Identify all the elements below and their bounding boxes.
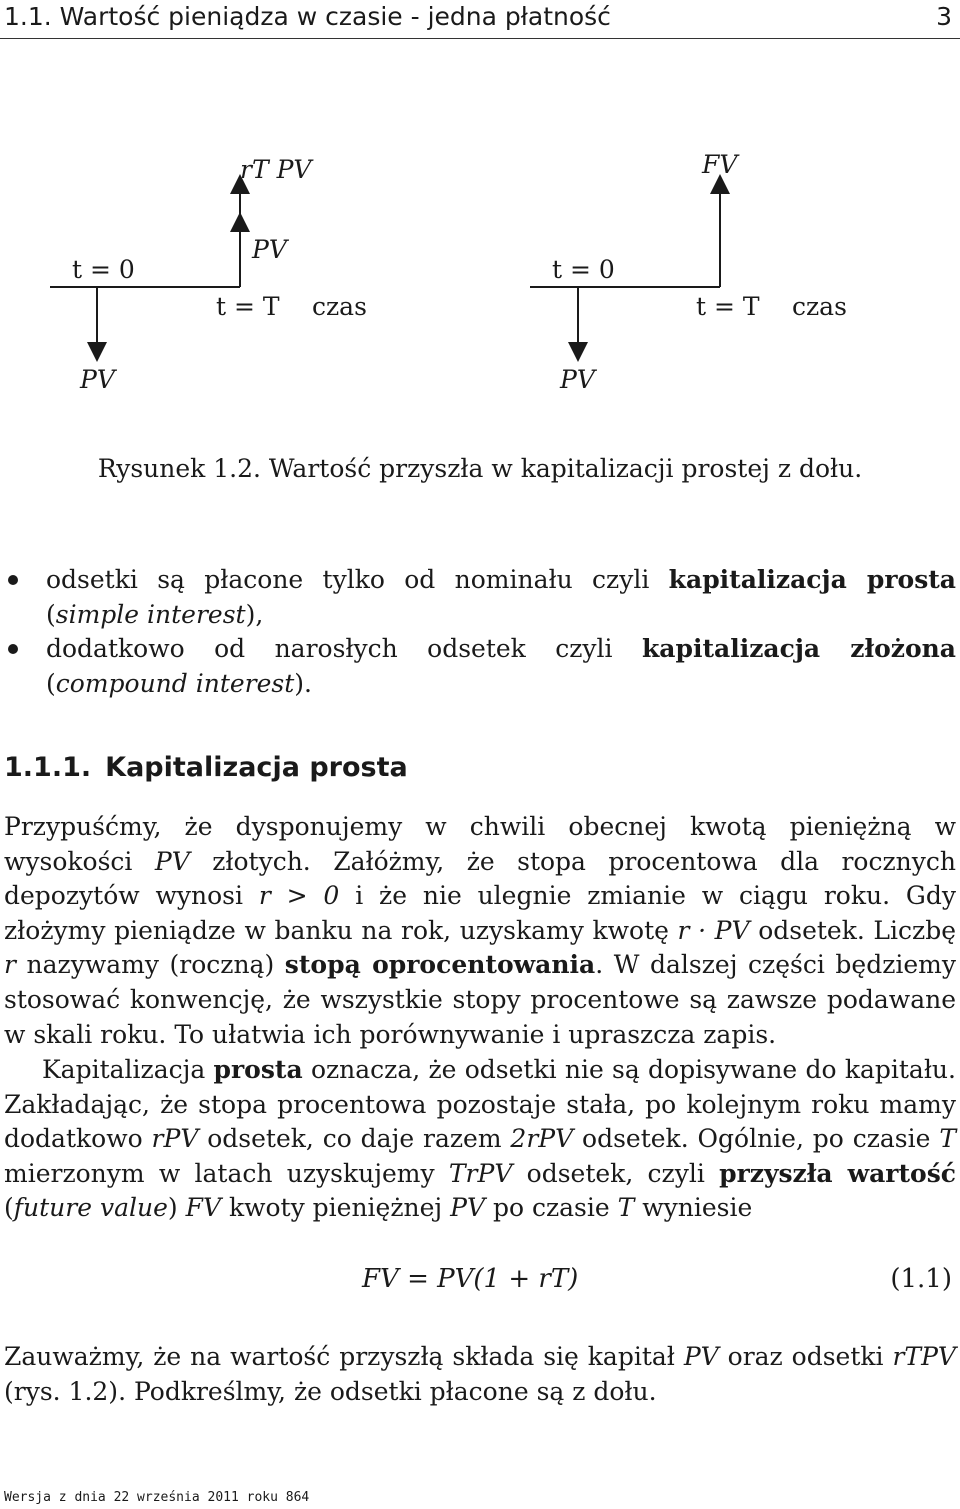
text: . W dalszej części będziemy stosować konwencję, że wszystkie stopy procentowe są zawsze podawane w skali roku. To ułatwia ich porównywanie i upraszcza zapis. <box>4 950 956 1049</box>
english-term: future value <box>13 1193 168 1223</box>
section-number: 1.1.1. <box>4 752 92 783</box>
equation-number: (1.1) <box>890 1264 952 1294</box>
left-t0-label: t = 0 <box>72 255 135 284</box>
defined-term: prosta <box>213 1055 303 1084</box>
text: i że nie ulegnie zmianie w ciągu roku. Gdy złożymy pieniądze w banku na rok, uzyskamy kwotę <box>4 881 956 945</box>
math: r · PV <box>677 915 750 945</box>
left-diagram <box>50 155 367 394</box>
text: złotych. Załóżmy, że stopa procentowa dla rocznych depozytów wynosi <box>4 846 956 911</box>
bullet-dot-icon <box>8 644 18 654</box>
text: kwoty pieniężnej <box>221 1193 451 1223</box>
equation-block <box>0 1264 960 1304</box>
defined-term: przyszła wartość <box>719 1158 956 1188</box>
left-axis-label: czas <box>312 292 367 321</box>
bullet-text: ( <box>46 599 56 629</box>
version-footer: Wersja z dnia 22 września 2011 roku 864 <box>4 1490 310 1505</box>
math: PV <box>683 1342 719 1371</box>
math: PV <box>154 846 190 876</box>
right-bottom-label: PV <box>560 365 595 394</box>
math: r > 0 <box>258 881 340 911</box>
left-bottom-label: PV <box>80 365 115 394</box>
math: FV <box>185 1193 221 1223</box>
text: Kapitalizacja <box>42 1055 214 1084</box>
header-title: 1.1. Wartość pieniądza w czasie - jedna płatność <box>4 2 611 31</box>
math: rTPV <box>892 1342 956 1371</box>
text: mierzonym w latach uzyskujemy <box>4 1158 449 1188</box>
equation-formula: FV = PV(1 + rT) <box>362 1264 579 1294</box>
left-tT-label: t = T <box>216 292 280 321</box>
math: PV <box>450 1193 486 1223</box>
right-t0-label: t = 0 <box>552 255 615 284</box>
bullet-list <box>4 563 956 701</box>
text: po czasie <box>485 1193 618 1223</box>
text: odsetek, czyli <box>512 1158 720 1188</box>
figure-caption: Rysunek 1.2. Wartość przyszła w kapitalizacji prostej z dołu. <box>97 454 863 483</box>
text: Przypuśćmy, że dysponujemy w chwili obecnej kwotą pieniężną w wysokości <box>4 812 956 876</box>
bullet-text: dodatkowo od narosłych odsetek czyli <box>46 634 642 664</box>
right-top-label: FV <box>702 150 738 179</box>
text: odsetek. Liczbę <box>749 915 956 945</box>
bullet-term: kapitalizacja złożona <box>641 634 957 664</box>
running-header <box>0 0 960 40</box>
page-number: 3 <box>936 2 952 31</box>
bullet-english-term: compound interest <box>55 668 295 698</box>
bullet-text: ). <box>294 668 312 698</box>
math: rPV <box>151 1124 199 1154</box>
right-tT-label: t = T <box>696 292 760 321</box>
defined-term: stopą oprocentowania <box>284 950 596 980</box>
math: 2rPV <box>510 1124 574 1154</box>
text: nazywamy (roczną) <box>15 950 285 980</box>
bullet-english-term: simple interest <box>55 599 246 629</box>
bullet-text: ), <box>245 599 264 629</box>
left-top-label: rT PV <box>240 155 312 184</box>
paragraph-2 <box>4 1053 956 1226</box>
bullet-item <box>4 632 956 701</box>
cash-flow-figure <box>0 140 960 400</box>
section-heading <box>4 752 408 783</box>
text: ( <box>4 1193 14 1223</box>
math: T <box>617 1193 635 1223</box>
text: Zauważmy, że na wartość przyszłą składa się kapitał <box>4 1342 684 1371</box>
paragraph-3 <box>4 1340 956 1409</box>
text: oznacza, że odsetki nie są dopisywane do kapitału. Zakładając, że stopa procentowa pozostaje stała, po kolejnym roku mamy dodatkowo <box>4 1055 956 1154</box>
text: oraz odsetki <box>718 1342 893 1371</box>
math: TrPV <box>448 1158 513 1188</box>
bullet-text: odsetki są płacone tylko od nominału czyli <box>46 565 669 594</box>
right-diagram <box>530 150 847 394</box>
bullet-dot-icon <box>8 575 18 585</box>
bullet-item <box>4 563 956 632</box>
math: r <box>4 950 16 980</box>
bullet-term: kapitalizacja prosta <box>668 565 957 594</box>
left-mid-label: PV <box>252 235 287 264</box>
right-axis-label: czas <box>792 292 847 321</box>
section-title: Kapitalizacja prosta <box>105 752 408 783</box>
text: wyniesie <box>634 1193 753 1223</box>
paragraph-1 <box>4 810 956 1052</box>
text: (rys. 1.2). Podkreślmy, że odsetki płacone są z dołu. <box>4 1376 657 1406</box>
math: T <box>939 1124 956 1154</box>
header-rule <box>0 38 960 39</box>
text: odsetek, co daje razem <box>198 1124 511 1154</box>
text: ) <box>167 1193 186 1223</box>
text: odsetek. Ogólnie, po czasie <box>573 1124 940 1154</box>
bullet-text: ( <box>46 668 56 698</box>
